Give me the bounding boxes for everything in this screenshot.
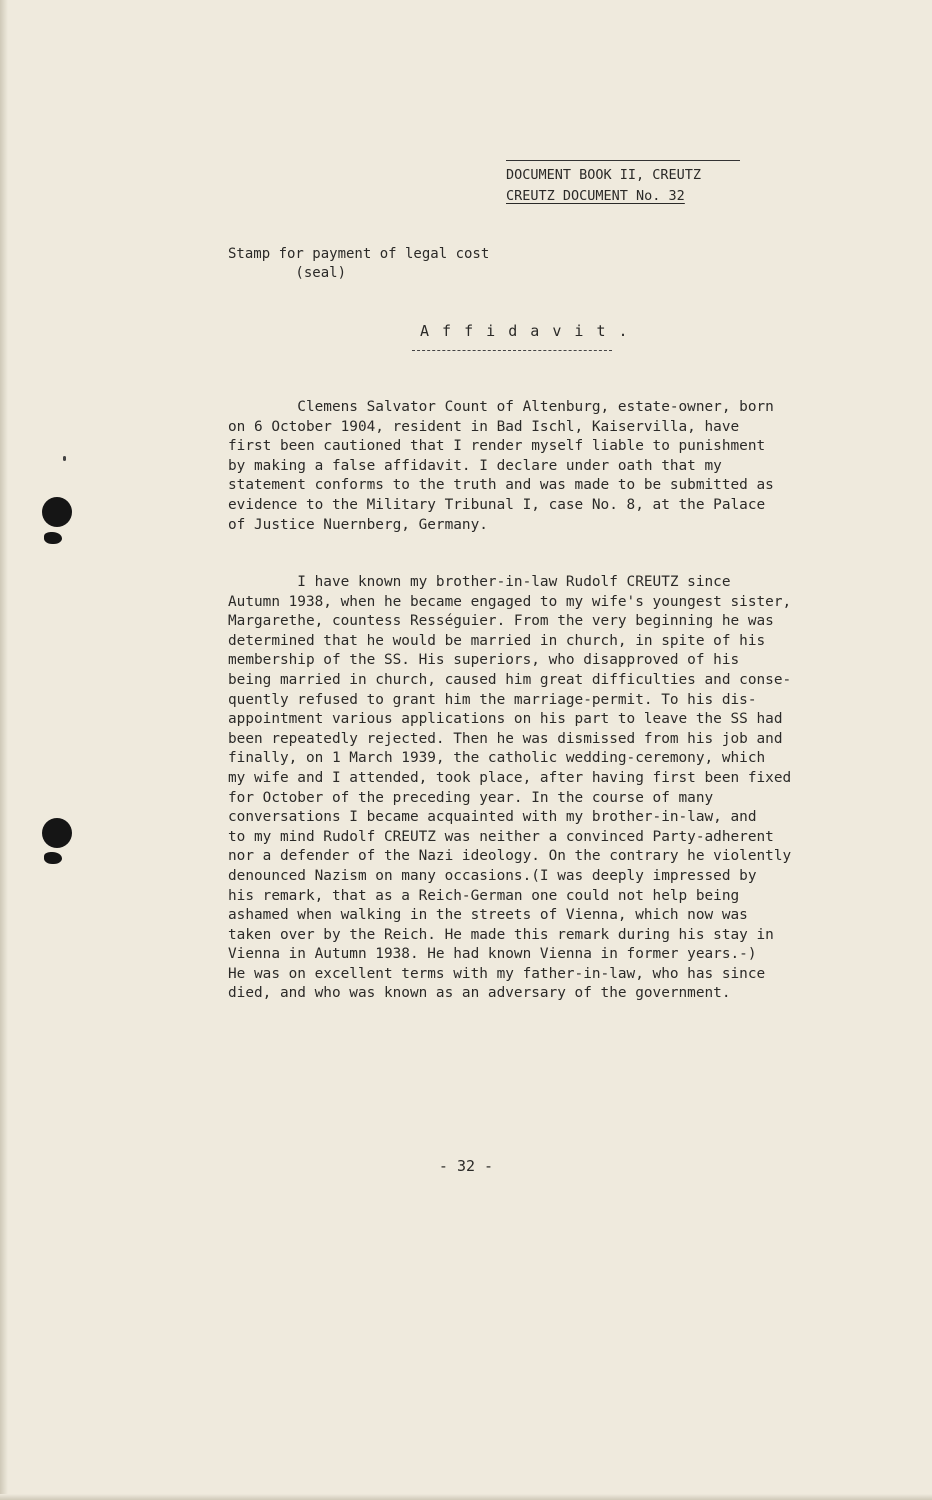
title-dashed-rule bbox=[412, 350, 612, 351]
punch-hole-lower bbox=[42, 818, 72, 848]
seal-line: (seal) bbox=[228, 265, 347, 281]
header-line-doc-number: CREUTZ DOCUMENT No. 32 bbox=[506, 188, 685, 204]
paper-speck bbox=[63, 456, 66, 461]
paragraph-declarant: Clemens Salvator Count of Altenburg, estate-owner, born on 6 October 1904, resident in Bad Ischl, Kaiservilla, have first been cautioned that I render myself liable to punishment by making a false affidavit. I declare under oath that my statement conforms to the truth and was made to be submitted as evidence to the Military Tribunal I, case No. 8, at the Palace of Justice Nuernberg, Germany. bbox=[228, 399, 774, 533]
punch-hole-lower-tear bbox=[44, 852, 62, 864]
page-bottom-shadow bbox=[0, 1494, 932, 1500]
punch-hole-upper bbox=[42, 497, 72, 527]
page-edge-shadow bbox=[0, 0, 8, 1500]
document-header bbox=[506, 165, 701, 207]
header-top-rule bbox=[506, 160, 740, 161]
header-line-book: DOCUMENT BOOK II, CREUTZ bbox=[506, 167, 702, 183]
page-number: - 32 - bbox=[438, 1157, 494, 1175]
paragraph-testimony: I have known my brother-in-law Rudolf CREUTZ since Autumn 1938, when he became engaged to my wife's youngest sister, Margarethe, countess Rességuier. From the very beginning he was determined that he would be married in church, in spite of his membership of the SS. His superiors, who disapproved of his being married in church, caused him great difficulties and conse- quently refused to grant him the marriage-permit. To his dis- appointment various applications on his part to leave the SS had been repeatedly rejected. Then he was dismissed from his job and finally, on 1 March 1939, the catholic wedding-ceremony, which my wife and I attended, took place, after having first been fixed for October of the preceding year. In the course of many conversations I became acquainted with my brother-in-law, and to my mind Rudolf CREUTZ was neither a convinced Party-adherent nor a defender of the Nazi ideology. On the contrary he violently denounced Nazism on many occasions.(I was deeply impressed by his remark, that as a Reich-German one could not help being ashamed when walking in the streets of Vienna, which now was taken over by the Reich. He made this remark during his stay in Vienna in Autumn 1938. He had known Vienna in former years.-) He was on excellent terms with my father-in-law, who has since died, and who was known as an adversary of the government. bbox=[228, 574, 792, 1002]
affidavit-title: A f f i d a v i t . bbox=[420, 322, 630, 340]
stamp-note bbox=[228, 245, 489, 283]
punch-hole-upper-tear bbox=[44, 532, 62, 544]
stamp-line: Stamp for payment of legal cost bbox=[228, 246, 490, 262]
